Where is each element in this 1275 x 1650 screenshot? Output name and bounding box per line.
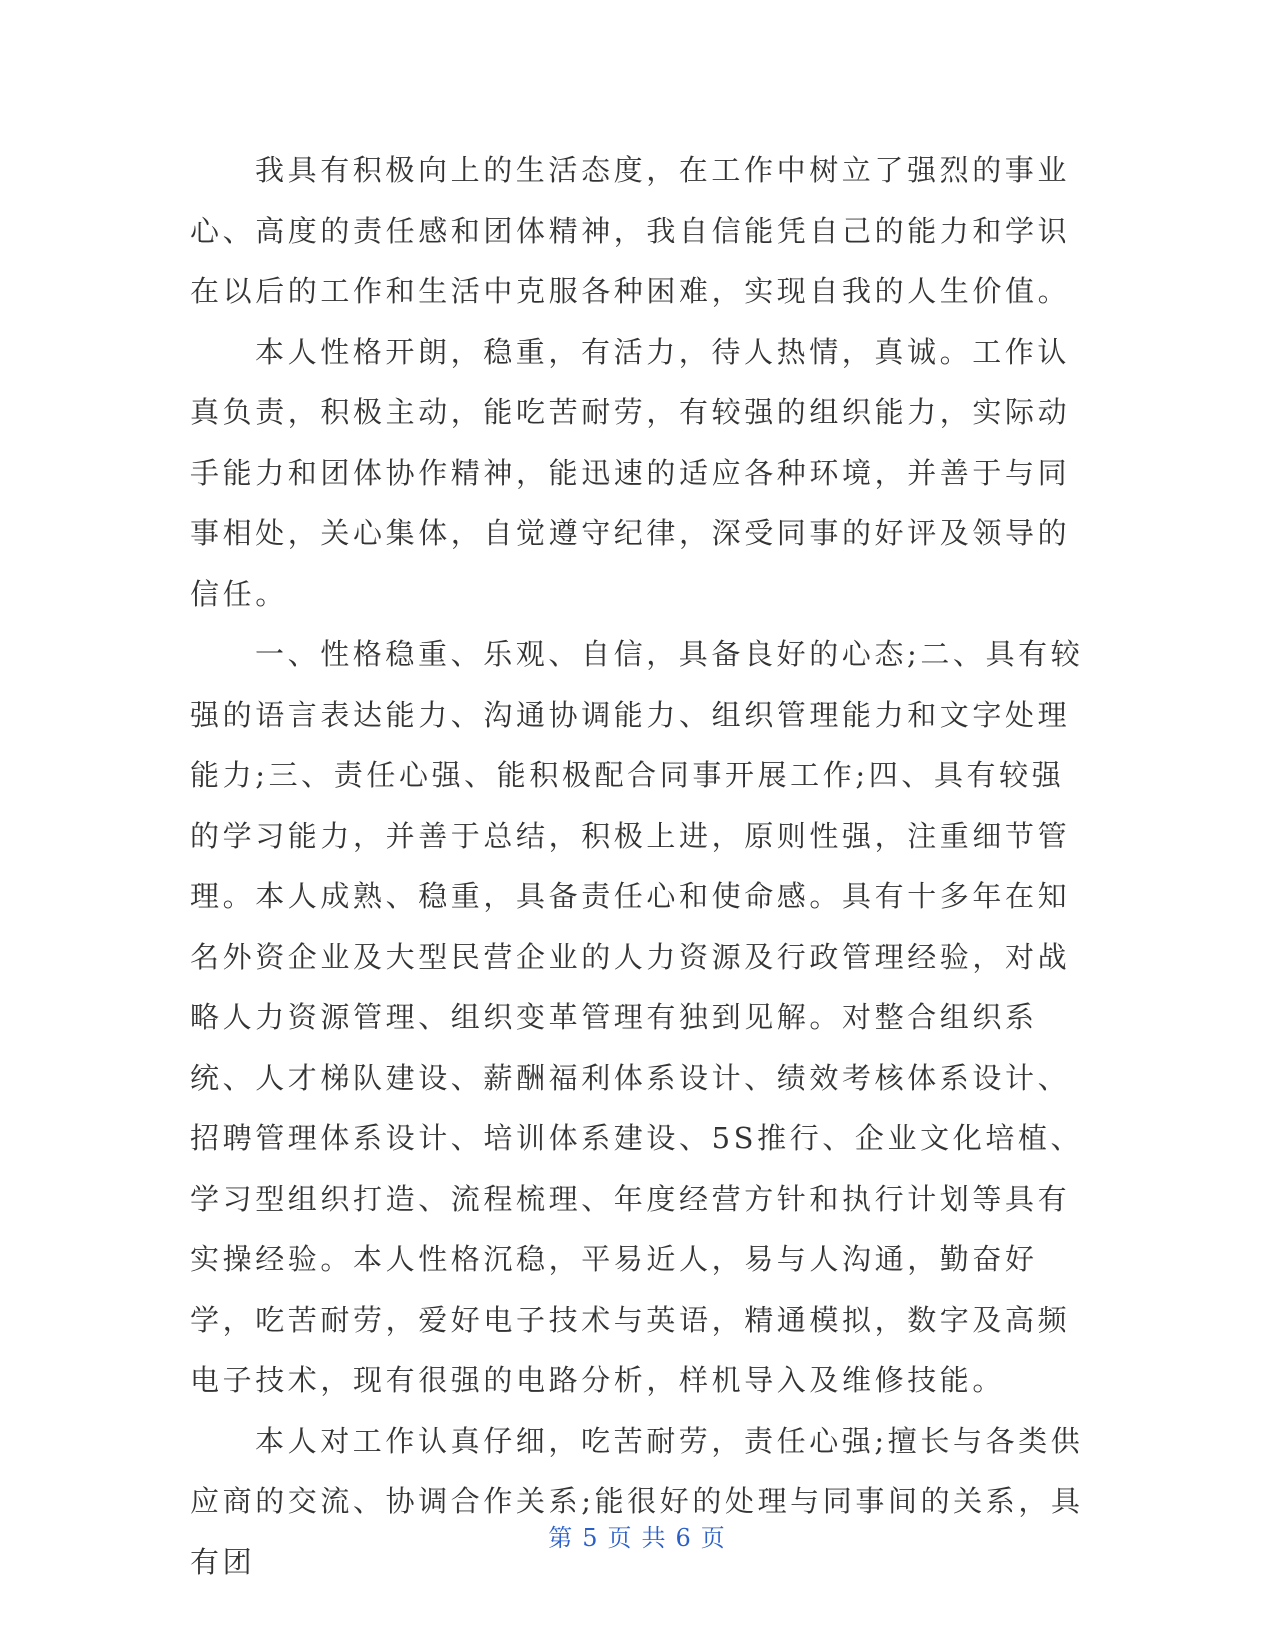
paragraph-4: 本人对工作认真仔细，吃苦耐劳，责任心强;擅长与各类供应商的交流、协调合作关系;能很好的处理与同事间的关系，具有团 — [190, 1423, 1084, 1579]
page-footer — [0, 1518, 1275, 1553]
footer-page-label: 页 — [607, 1524, 634, 1552]
footer-suffix: 页 — [700, 1524, 727, 1552]
footer-total-label: 共 — [641, 1524, 668, 1552]
footer-total-pages: 6 — [675, 1524, 693, 1552]
paragraph-2: 本人性格开朗，稳重，有活力，待人热情，真诚。工作认真负责，积极主动，能吃苦耐劳，有较强的组织能力，实际动手能力和团体协作精神，能迅速的适应各种环境，并善于与同事相处，关心集体，自觉遵守纪律，深受同事的好评及领导的信任。 — [190, 334, 1071, 611]
paragraph-1: 我具有积极向上的生活态度，在工作中树立了强烈的事业心、高度的责任感和团体精神，我自信能凭自己的能力和学识在以后的工作和生活中克服各种困难，实现自我的人生价值。 — [190, 153, 1071, 308]
document-body — [190, 140, 1085, 1592]
footer-current-page: 5 — [582, 1524, 600, 1552]
footer-prefix: 第 — [548, 1524, 575, 1552]
paragraph-3: 一、性格稳重、乐观、自信，具备良好的心态;二、具有较强的语言表达能力、沟通协调能力、组织管理能力和文字处理能力;三、责任心强、能积极配合同事开展工作;四、具有较强的学习能力，并善于总结，积极上进，原则性强，注重细节管理。本人成熟、稳重，具备责任心和使命感。具有十多年在知名外资企业及大型民营企业的人力资源及行政管理经验，对战略人力资源管理、组织变革管理有独到见解。对整合组织系统、人才梯队建设、薪酬福利体系设计、绩效考核体系设计、招聘管理体系设计、培训体系建设、5S推行、企业文化培植、学习型组织打造、流程梳理、年度经营方针和执行计划等具有实操经验。本人性格沉稳，平易近人，易与人沟通，勤奋好学，吃苦耐劳，爱好电子技术与英语，精通模拟，数字及高频电子技术，现有很强的电路分析，样机导入及维修技能。 — [190, 637, 1084, 1397]
